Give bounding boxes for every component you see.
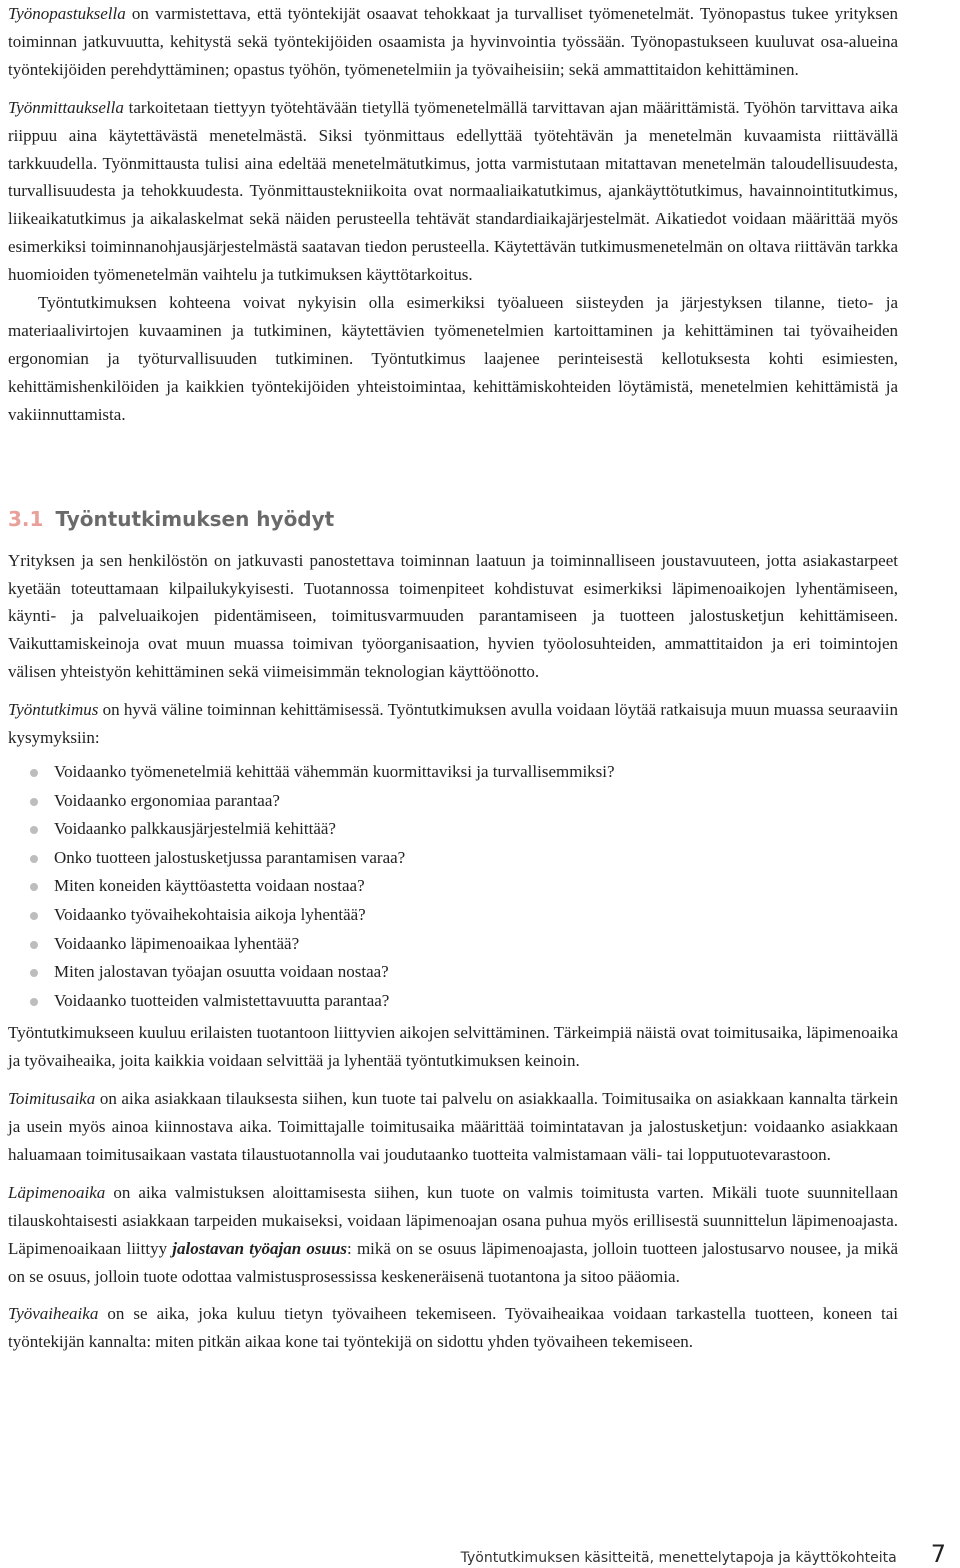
term-jalostava-tyoaika: jalostavan työajan osuus bbox=[172, 1238, 348, 1258]
paragraph-tyonopastus bbox=[8, 0, 898, 84]
term-tyonmittaus: Työnmittauksella bbox=[8, 97, 124, 117]
paragraph-text: on aika asiakkaan tilauksesta siihen, kun tuote tai palvelu on asiakkaalla. Toimitusaika on asiakkaan kannalta tärkein ja usein myös ainoa kiinnostava aika. Toimittajalle toimitusaika määrittää toimintatavan ja jalostusketjun: voidaanko asiakkaan haluamaan toimitusaikaan vastata tilaustuotannolla vai joudutaanko tuotteita valmistamaan väli- tai lopputuotevarastoon. bbox=[8, 1089, 898, 1164]
list-item-text: Miten koneiden käyttöastetta voidaan nostaa? bbox=[54, 876, 365, 896]
page-footer bbox=[461, 1538, 946, 1568]
term-tyonopastus: Työnopastuksella bbox=[8, 4, 126, 23]
paragraph-toimitusaika bbox=[8, 1085, 898, 1169]
paragraph-text: : mikä on se osuus läpimenoajasta, jolloin tuotteen jalostusarvo nousee, ja mikä on se osuus, jolloin tuote odottaa valmistusprosessissa keskeneräisenä tuotantona ja sitoo pääomia. bbox=[8, 1238, 898, 1286]
list-item-text: Voidaanko työvaihekohtaisia aikoja lyhentää? bbox=[54, 904, 366, 924]
list-item bbox=[8, 958, 898, 987]
paragraph-tuotantoajat: Työntutkimukseen kuuluu erilaisten tuotantoon liittyvien aikojen selvittäminen. Tärkeimpiä näistä ovat toimitusaika, läpimenoaika ja työvaiheaika, joita kaikkia voidaan selvittää ja lyhentää työntutkimuksen keinoin. bbox=[8, 1023, 898, 1071]
bullet-icon bbox=[30, 798, 38, 806]
list-item-text: Voidaanko ergonomiaa parantaa? bbox=[54, 790, 280, 810]
paragraph-text: on se aika, joka kuluu tietyn työvaiheen tekemiseen. Työvaiheaikaa voidaan tarkastella tuotteen, koneen tai työntekijän kannalta: miten pitkän aikaa kone tai työntekijä on sidottu yhden työvaiheen tekemiseen. bbox=[8, 1304, 898, 1352]
list-item bbox=[8, 844, 898, 873]
list-item bbox=[8, 758, 898, 787]
term-lapimenoaika: Läpimenoaika bbox=[8, 1182, 106, 1202]
section-title: Työntutkimuksen hyödyt bbox=[55, 506, 335, 531]
paragraph-text: on varmistettava, että työntekijät osaavat tehokkaat ja turvalliset työmenetelmät. Työnopastus tukee yrityksen toiminnan jatkuvuutta, kehitystä sekä työntekijöiden osaamista ja hyvinvointia työssään. Työnopastukseen kuuluvat osa-alueina työntekijöiden perehdyttäminen; opastus työhön, työmenetelmiin ja työvaiheisiin; sekä ammattitaidon kehittäminen. bbox=[8, 4, 898, 79]
list-item-text: Miten jalostavan työajan osuutta voidaan nostaa? bbox=[54, 962, 389, 982]
list-item bbox=[8, 930, 898, 959]
bullet-icon bbox=[30, 855, 38, 863]
bullet-icon bbox=[30, 969, 38, 977]
paragraph-tyontutkimus-kohteet: Työntutkimuksen kohteena voivat nykyisin olla esimerkiksi työalueen siisteyden ja järjestyksen tilanne, tieto- ja materiaalivirtojen kuvaaminen ja tutkiminen, käytettävien työmenetelmien kartoittaminen ja kehittäminen tai työvaiheiden ergonomian ja työturvallisuuden tutkiminen. Työntutkimus laajenee perinteisestä kellotuksesta kohti esimiesten, kehittämishenkilöiden ja kaikkien työntekijöiden yhteistoimintaa, kehittämiskohteiden löytämistä, menetelmien kehittämistä ja vakiinnuttamista. bbox=[8, 293, 898, 424]
question-list bbox=[8, 758, 898, 1015]
term-toimitusaika: Toimitusaika bbox=[8, 1089, 96, 1109]
bullet-icon bbox=[30, 941, 38, 949]
paragraph-text: on aika valmistuksen aloittamisesta siihen, kun tuote on valmis toimitusta varten. Mikäli tuote suunnitellaan tilauskohtaisesti asiakkaan tarpeiden mukaiseksi, voidaan läpimenoajan osana puhua myös erillisestä suunnittelun läpimenoajasta. Läpimenoaikaan liittyy bbox=[8, 1182, 898, 1258]
paragraph-lapimenoaika bbox=[8, 1179, 898, 1291]
bullet-icon bbox=[30, 883, 38, 891]
bullet-icon bbox=[30, 826, 38, 834]
list-item-text: Voidaanko palkkausjärjestelmiä kehittää? bbox=[54, 819, 336, 839]
footer-title: Työntutkimuksen käsitteitä, menettelytapoja ja käyttökohteita bbox=[460, 1550, 897, 1566]
paragraph-hyodyt-intro: Yrityksen ja sen henkilöstön on jatkuvasti panostettava toiminnan laatuun ja toiminnalliseen joustavuuteen, jotta asiakastarpeet kyetään toteuttamaan kilpailukykyisesti. Tuotannossa toimenpiteet kohdistuvat esimerkiksi läpimenoaikojen lyhentämiseen, käynti- ja palveluaikojen pidentämiseen, toimitusvarmuuden parantamiseen ja tuotteen jalostusketjun kehittämiseen. Vaikuttamiskeinoja ovat muun muassa toimivan työorganisaation, hyvien työolosuhteiden, ammattitaidon ja eri toimintojen välisen yhteistyön kehittäminen sekä viimeisimmän teknologian käyttöönotto. bbox=[8, 550, 898, 682]
list-item bbox=[8, 872, 898, 901]
list-item-text: Onko tuotteen jalostusketjussa parantamisen varaa? bbox=[54, 847, 406, 867]
list-item bbox=[8, 987, 898, 1016]
section-heading bbox=[8, 505, 898, 533]
term-tyontutkimus: Työntutkimus bbox=[8, 700, 99, 720]
paragraph-tyonmittaus bbox=[8, 94, 898, 289]
section-number: 3.1 bbox=[8, 506, 44, 531]
bullet-icon bbox=[30, 998, 38, 1006]
body-text bbox=[8, 0, 898, 1356]
list-item bbox=[8, 787, 898, 816]
paragraph-text: on hyvä väline toiminnan kehittämisessä. Työntutkimuksen avulla voidaan löytää ratkaisuja muun muassa seuraaviin kysymyksiin: bbox=[8, 700, 898, 748]
page-number: 7 bbox=[930, 1540, 946, 1568]
paragraph-text: tarkoitetaan tiettyyn työtehtävään tietyllä työmenetelmällä tarvittavan ajan määrittämistä. Työhön tarvittava aika riippuu aina käytettävästä menetelmästä. Siksi työnmittaus edellyttää työtehtävän ja menetelmän kuvaamista riittävällä tarkkuudella. Työnmittausta tulisi aina edeltää menetelmätutkimus, jotta varmistutaan mitattavan menetelmän taloudellisuudesta, turvallisuudesta ja tehokkuudesta. Työnmittaustekniikoita ovat normaaliaikatutkimus, ajankäyttötutkimus, havainnointitutkimus, liikeaikatutkimus ja aikalaskelmat sekä näiden perusteella tehtävät standardiaikajärjestelmät. Aikatiedot voidaan määrittää myös esimerkiksi toiminnanohjausjärjestelmästä saatavan tiedon perusteella. Käytettävän tutkimusmenetelmän on oltava riittävän tarkka huomioiden työmenetelmän vaihtelu ja tutkimuksen käyttötarkoitus. bbox=[8, 97, 898, 285]
paragraph-tyovaiheaika bbox=[8, 1300, 898, 1356]
bullet-icon bbox=[30, 912, 38, 920]
bullet-icon bbox=[30, 769, 38, 777]
list-item-text: Voidaanko läpimenoaikaa lyhentää? bbox=[54, 933, 300, 953]
list-item bbox=[8, 901, 898, 930]
paragraph-tyontutkimus-valine bbox=[8, 696, 898, 752]
term-tyovaiheaika: Työvaiheaika bbox=[8, 1304, 99, 1324]
list-item-text: Voidaanko tuotteiden valmistettavuutta parantaa? bbox=[54, 990, 390, 1010]
list-item-text: Voidaanko työmenetelmiä kehittää vähemmän kuormittaviksi ja turvallisemmiksi? bbox=[54, 761, 615, 781]
list-item bbox=[8, 815, 898, 844]
